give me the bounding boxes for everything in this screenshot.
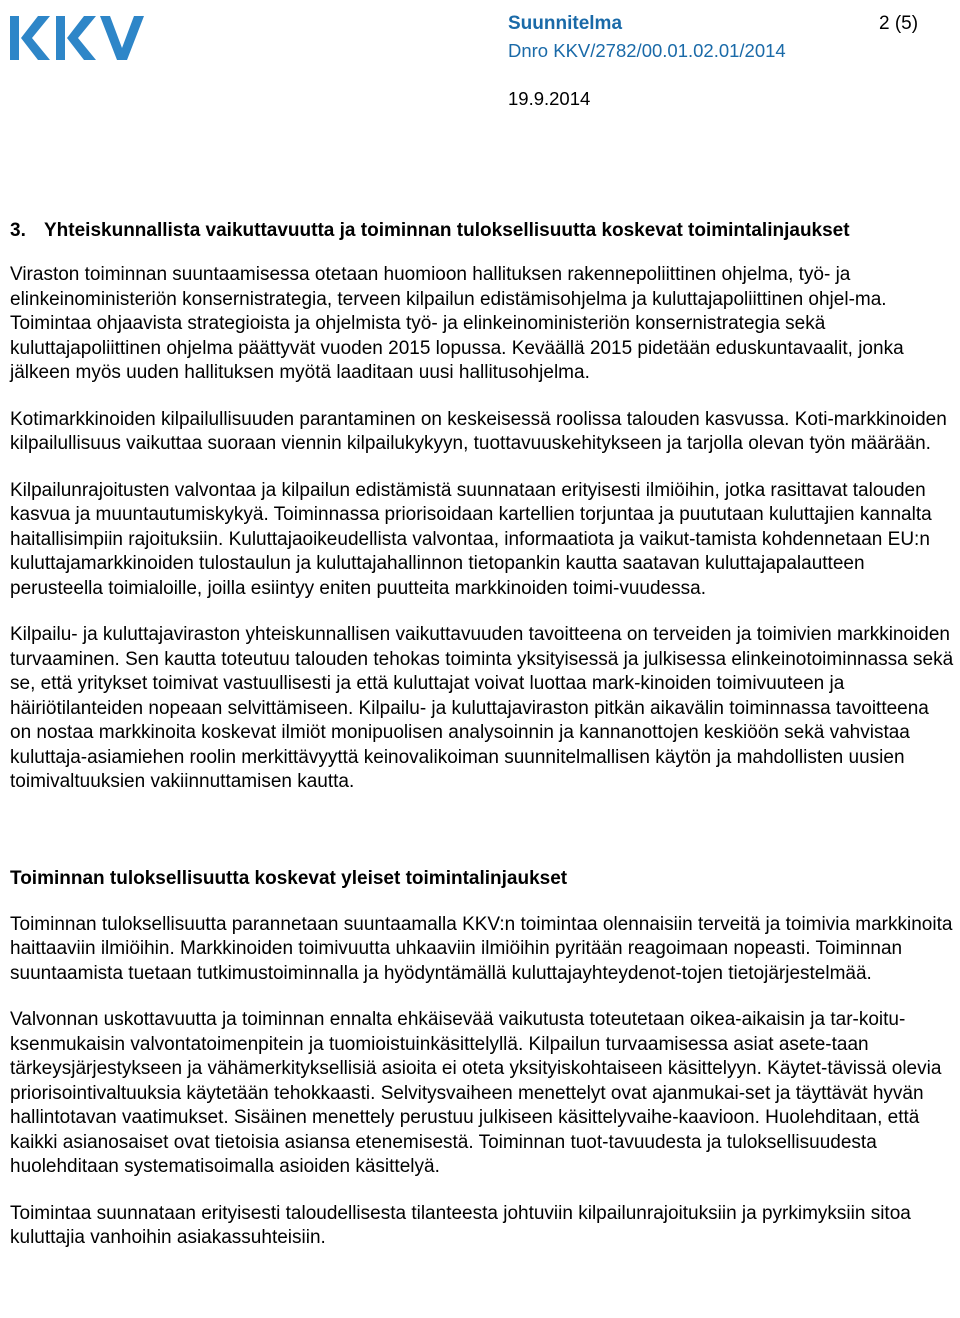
subsection-heading: Toiminnan tuloksellisuutta koskevat yleiset toimintalinjaukset	[10, 867, 568, 889]
paragraph: Toimintaa suunnataan erityisesti taloudellisesta tilanteesta johtuviin kilpailunrajoituksiin ja pyrkimyksiin sitoa kuluttajia vanhoihin asiakassuhteisiin.	[10, 1202, 911, 1248]
document-number: Dnro KKV/2782/00.01.02.01/2014	[508, 40, 786, 61]
kkv-logo	[8, 12, 148, 64]
paragraph: Kotimarkkinoiden kilpailullisuuden parantaminen on keskeisessä roolissa talouden kasvussa. Koti-markkinoiden kilpailullisuus vaikuttaa suoraan viennin kilpailukykyyn, tuottavuuskehitykseen ja tarjolla olevan työn määrään.	[10, 408, 947, 454]
document-body	[10, 219, 955, 1251]
document-date: 19.9.2014	[508, 88, 591, 109]
paragraph: Valvonnan uskottavuutta ja toiminnan ennalta ehkäisevää vaikutusta toteutetaan oikea-aikaisin ja tar-koituksenmukaisin valvontatoimenpitein ja tuomioistuinkäsittelyllä. Kilpailun turvaamisessa asiat asete-taan tärkeysjärjestykseen ja vähämerkityksellisiä asioita ei oteta yksityiskohtaiseen käsittelyyn. Käytet-tävissä olevia priorisointivaltuuksia käytetään tehokkaasti. Selvitysvaiheen menettelyt ovat ajanmukai-set ja täyttävät hyvän hallintotavan vaatimukset. Sisäinen menettely perustuu julkiseen käsittelyvaihe-kaavioon. Huolehditaan, että kaikki asianosaiset ovat tietoisia asiansa etenemisestä. Toiminnan tuot-tavuudesta ja tuloksellisuudesta huolehditaan systematisoimalla asioiden käsittelyä.	[10, 1009, 942, 1177]
page-number: 2 (5)	[879, 13, 919, 34]
paragraph: Toiminnan tuloksellisuutta parannetaan suuntaamalla KKV:n toimintaa olennaisiin terveitä ja toimivia markkinoita haittaaviin ilmiöihin. Markkinoiden toimivuutta uhkaaviin ilmiöihin pyritään reagoimaan nopeasti. Toiminnan suuntaamista tuetaan tutkimustoiminnalla ja hyödyntämällä kuluttajayhteydenot-tojen tietojärjestelmää.	[10, 913, 953, 984]
section-title: Yhteiskunnallista vaikuttavuutta ja toiminnan tuloksellisuutta koskevat toimintalinjaukset	[44, 220, 850, 241]
paragraph: Kilpailunrajoitusten valvontaa ja kilpailun edistämistä suunnataan erityisesti ilmiöihin, jotka rasittavat talouden kasvua ja muuntautumiskykyä. Toiminnassa priorisoidaan kartellien torjuntaa ja puututaan kuluttajien kannalta haitallisimpiin rajoituksiin. Kuluttajaoikeudellista valvontaa, informaatiota ja vaikut-tamista kohdennetaan EU:n kuluttajamarkkinoiden tulostaulun ja kuluttajahallinnon tietopankin kautta saatavan kuluttajapalautteen perusteella toimialoille, joilla esiintyy eniten puutteita markkinoiden toimi-vuudessa.	[10, 479, 932, 599]
document-type: Suunnitelma	[508, 13, 623, 34]
paragraph: Kilpailu- ja kuluttajaviraston yhteiskunnallisen vaikuttavuuden tavoitteena on terveiden ja toimivien markkinoiden turvaaminen. Sen kautta toteutuu talouden tehokas toiminta yksityisessä ja julkisessa elinkeinotoiminnassa sekä se, että yritykset toimivat vastuullisesti ja että kuluttajat voivat luottaa mark-kinoiden toimivuuteen ja häiriötilanteiden nopeaan selvittämiseen. Kilpailu- ja kuluttajaviraston pitkän aikavälin toiminnassa tavoitteena on nostaa markkinoita koskevat ilmiöt monipuolisen analysoinnin ja kannanottojen keskiöön sekä vahvistaa kuluttaja-asiamiehen roolin merkittävyyttä keinovalikoiman suunnitelmallisen käytön ja mahdollisten uusien toimivaltuuksien vakiinnuttamisen kautta.	[10, 624, 954, 792]
section-number: 3.	[10, 220, 26, 241]
section-heading	[10, 219, 955, 243]
paragraph: Viraston toiminnan suuntaamisessa otetaan huomioon hallituksen rakennepoliittinen ohjelma, työ- ja elinkeinoministeriön konsernistrategia, terveen kilpailun edistämisohjelma ja kuluttajapoliittinen ohjel-ma. Toimintaa ohjaavista strategioista ja ohjelmista työ- ja elinkeinoministeriön konsernistrategia sekä kuluttajapoliittinen ohjelma päättyvät vuoden 2015 lopussa. Keväällä 2015 pidetään eduskuntavaalit, jonka jälkeen myös uuden hallituksen myötä laaditaan uusi hallitusohjelma.	[10, 264, 904, 383]
